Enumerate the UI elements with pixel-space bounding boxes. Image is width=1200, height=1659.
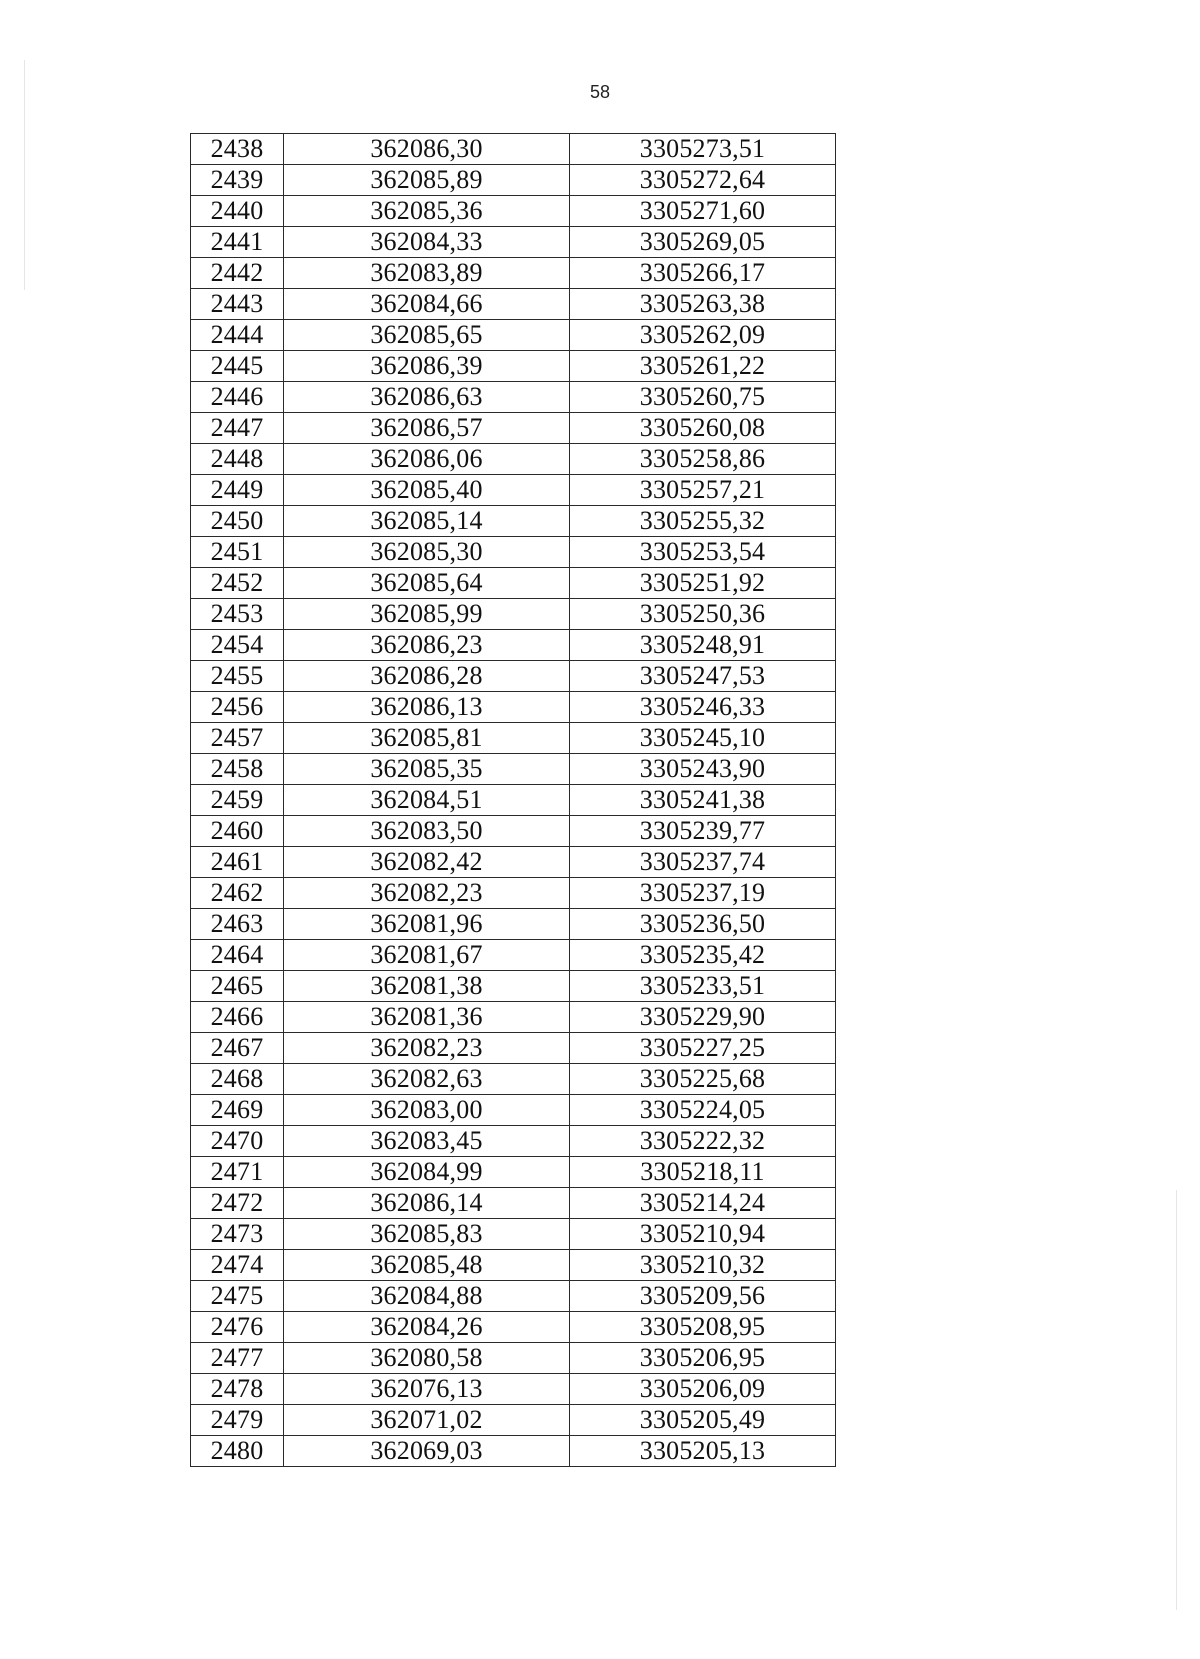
table-row bbox=[191, 816, 836, 847]
table-row bbox=[191, 1219, 836, 1250]
y-coordinate-cell: 3305272,64 bbox=[570, 165, 836, 196]
x-coordinate-cell: 362082,23 bbox=[284, 878, 570, 909]
x-coordinate-cell: 362081,38 bbox=[284, 971, 570, 1002]
x-coordinate-cell: 362086,14 bbox=[284, 1188, 570, 1219]
y-coordinate-cell: 3305206,95 bbox=[570, 1343, 836, 1374]
table-row bbox=[191, 847, 836, 878]
table-row bbox=[191, 1374, 836, 1405]
y-coordinate-cell: 3305260,08 bbox=[570, 413, 836, 444]
point-number-cell: 2444 bbox=[191, 320, 284, 351]
point-number-cell: 2463 bbox=[191, 909, 284, 940]
y-coordinate-cell: 3305273,51 bbox=[570, 134, 836, 165]
x-coordinate-cell: 362085,83 bbox=[284, 1219, 570, 1250]
table-row bbox=[191, 1064, 836, 1095]
point-number-cell: 2442 bbox=[191, 258, 284, 289]
table-row bbox=[191, 1033, 836, 1064]
point-number-cell: 2439 bbox=[191, 165, 284, 196]
y-coordinate-cell: 3305245,10 bbox=[570, 723, 836, 754]
y-coordinate-cell: 3305218,11 bbox=[570, 1157, 836, 1188]
x-coordinate-cell: 362083,45 bbox=[284, 1126, 570, 1157]
y-coordinate-cell: 3305214,24 bbox=[570, 1188, 836, 1219]
table-row bbox=[191, 1157, 836, 1188]
table-row bbox=[191, 754, 836, 785]
y-coordinate-cell: 3305210,32 bbox=[570, 1250, 836, 1281]
table-row bbox=[191, 537, 836, 568]
x-coordinate-cell: 362085,14 bbox=[284, 506, 570, 537]
point-number-cell: 2475 bbox=[191, 1281, 284, 1312]
x-coordinate-cell: 362086,06 bbox=[284, 444, 570, 475]
point-number-cell: 2459 bbox=[191, 785, 284, 816]
point-number-cell: 2447 bbox=[191, 413, 284, 444]
point-number-cell: 2476 bbox=[191, 1312, 284, 1343]
point-number-cell: 2478 bbox=[191, 1374, 284, 1405]
y-coordinate-cell: 3305266,17 bbox=[570, 258, 836, 289]
point-number-cell: 2462 bbox=[191, 878, 284, 909]
x-coordinate-cell: 362084,99 bbox=[284, 1157, 570, 1188]
x-coordinate-cell: 362081,67 bbox=[284, 940, 570, 971]
x-coordinate-cell: 362080,58 bbox=[284, 1343, 570, 1374]
table-row bbox=[191, 1188, 836, 1219]
table-row bbox=[191, 971, 836, 1002]
table-row bbox=[191, 382, 836, 413]
scan-edge-mark-left bbox=[24, 60, 25, 290]
y-coordinate-cell: 3305243,90 bbox=[570, 754, 836, 785]
table-row bbox=[191, 568, 836, 599]
point-number-cell: 2479 bbox=[191, 1405, 284, 1436]
table-row bbox=[191, 413, 836, 444]
table-row bbox=[191, 1281, 836, 1312]
point-number-cell: 2465 bbox=[191, 971, 284, 1002]
y-coordinate-cell: 3305224,05 bbox=[570, 1095, 836, 1126]
x-coordinate-cell: 362076,13 bbox=[284, 1374, 570, 1405]
y-coordinate-cell: 3305269,05 bbox=[570, 227, 836, 258]
point-number-cell: 2457 bbox=[191, 723, 284, 754]
point-number-cell: 2438 bbox=[191, 134, 284, 165]
x-coordinate-cell: 362081,96 bbox=[284, 909, 570, 940]
table-row bbox=[191, 692, 836, 723]
y-coordinate-cell: 3305222,32 bbox=[570, 1126, 836, 1157]
y-coordinate-cell: 3305261,22 bbox=[570, 351, 836, 382]
y-coordinate-cell: 3305262,09 bbox=[570, 320, 836, 351]
point-number-cell: 2473 bbox=[191, 1219, 284, 1250]
table-row bbox=[191, 1126, 836, 1157]
x-coordinate-cell: 362086,30 bbox=[284, 134, 570, 165]
y-coordinate-cell: 3305233,51 bbox=[570, 971, 836, 1002]
point-number-cell: 2456 bbox=[191, 692, 284, 723]
table-row bbox=[191, 1343, 836, 1374]
point-number-cell: 2467 bbox=[191, 1033, 284, 1064]
y-coordinate-cell: 3305247,53 bbox=[570, 661, 836, 692]
x-coordinate-cell: 362086,28 bbox=[284, 661, 570, 692]
point-number-cell: 2449 bbox=[191, 475, 284, 506]
point-number-cell: 2441 bbox=[191, 227, 284, 258]
point-number-cell: 2455 bbox=[191, 661, 284, 692]
x-coordinate-cell: 362085,89 bbox=[284, 165, 570, 196]
table-row bbox=[191, 1312, 836, 1343]
table-row bbox=[191, 506, 836, 537]
y-coordinate-cell: 3305205,13 bbox=[570, 1436, 836, 1467]
y-coordinate-cell: 3305246,33 bbox=[570, 692, 836, 723]
y-coordinate-cell: 3305210,94 bbox=[570, 1219, 836, 1250]
x-coordinate-cell: 362084,88 bbox=[284, 1281, 570, 1312]
x-coordinate-cell: 362069,03 bbox=[284, 1436, 570, 1467]
y-coordinate-cell: 3305258,86 bbox=[570, 444, 836, 475]
x-coordinate-cell: 362084,26 bbox=[284, 1312, 570, 1343]
table-row bbox=[191, 1250, 836, 1281]
point-number-cell: 2472 bbox=[191, 1188, 284, 1219]
table-row bbox=[191, 196, 836, 227]
y-coordinate-cell: 3305235,42 bbox=[570, 940, 836, 971]
table-row bbox=[191, 165, 836, 196]
x-coordinate-cell: 362083,89 bbox=[284, 258, 570, 289]
table-row bbox=[191, 475, 836, 506]
x-coordinate-cell: 362085,36 bbox=[284, 196, 570, 227]
x-coordinate-cell: 362084,33 bbox=[284, 227, 570, 258]
y-coordinate-cell: 3305227,25 bbox=[570, 1033, 836, 1064]
point-number-cell: 2446 bbox=[191, 382, 284, 413]
table-row bbox=[191, 1405, 836, 1436]
x-coordinate-cell: 362086,57 bbox=[284, 413, 570, 444]
x-coordinate-cell: 362071,02 bbox=[284, 1405, 570, 1436]
page-number: 58 bbox=[589, 82, 611, 102]
x-coordinate-cell: 362084,51 bbox=[284, 785, 570, 816]
y-coordinate-cell: 3305237,19 bbox=[570, 878, 836, 909]
point-number-cell: 2451 bbox=[191, 537, 284, 568]
x-coordinate-cell: 362083,50 bbox=[284, 816, 570, 847]
table-row bbox=[191, 1095, 836, 1126]
y-coordinate-cell: 3305206,09 bbox=[570, 1374, 836, 1405]
point-number-cell: 2458 bbox=[191, 754, 284, 785]
y-coordinate-cell: 3305237,74 bbox=[570, 847, 836, 878]
x-coordinate-cell: 362085,81 bbox=[284, 723, 570, 754]
x-coordinate-cell: 362085,35 bbox=[284, 754, 570, 785]
point-number-cell: 2474 bbox=[191, 1250, 284, 1281]
x-coordinate-cell: 362081,36 bbox=[284, 1002, 570, 1033]
point-number-cell: 2470 bbox=[191, 1126, 284, 1157]
x-coordinate-cell: 362085,99 bbox=[284, 599, 570, 630]
x-coordinate-cell: 362086,13 bbox=[284, 692, 570, 723]
x-coordinate-cell: 362085,40 bbox=[284, 475, 570, 506]
table-row bbox=[191, 258, 836, 289]
y-coordinate-cell: 3305251,92 bbox=[570, 568, 836, 599]
table-row bbox=[191, 351, 836, 382]
y-coordinate-cell: 3305236,50 bbox=[570, 909, 836, 940]
point-number-cell: 2445 bbox=[191, 351, 284, 382]
x-coordinate-cell: 362083,00 bbox=[284, 1095, 570, 1126]
table-row bbox=[191, 134, 836, 165]
table-row bbox=[191, 723, 836, 754]
y-coordinate-cell: 3305209,56 bbox=[570, 1281, 836, 1312]
y-coordinate-cell: 3305205,49 bbox=[570, 1405, 836, 1436]
table-row bbox=[191, 599, 836, 630]
table-row bbox=[191, 1002, 836, 1033]
y-coordinate-cell: 3305260,75 bbox=[570, 382, 836, 413]
table-row bbox=[191, 661, 836, 692]
point-number-cell: 2443 bbox=[191, 289, 284, 320]
x-coordinate-cell: 362085,65 bbox=[284, 320, 570, 351]
table-row bbox=[191, 289, 836, 320]
point-number-cell: 2466 bbox=[191, 1002, 284, 1033]
table-row bbox=[191, 940, 836, 971]
point-number-cell: 2440 bbox=[191, 196, 284, 227]
scan-edge-mark-right bbox=[1176, 1190, 1177, 1610]
y-coordinate-cell: 3305263,38 bbox=[570, 289, 836, 320]
y-coordinate-cell: 3305239,77 bbox=[570, 816, 836, 847]
x-coordinate-cell: 362082,42 bbox=[284, 847, 570, 878]
y-coordinate-cell: 3305250,36 bbox=[570, 599, 836, 630]
point-number-cell: 2471 bbox=[191, 1157, 284, 1188]
y-coordinate-cell: 3305208,95 bbox=[570, 1312, 836, 1343]
coordinates-table bbox=[190, 133, 836, 1467]
y-coordinate-cell: 3305241,38 bbox=[570, 785, 836, 816]
y-coordinate-cell: 3305255,32 bbox=[570, 506, 836, 537]
point-number-cell: 2448 bbox=[191, 444, 284, 475]
y-coordinate-cell: 3305257,21 bbox=[570, 475, 836, 506]
table-row bbox=[191, 878, 836, 909]
coordinates-table-body bbox=[191, 134, 836, 1467]
point-number-cell: 2464 bbox=[191, 940, 284, 971]
point-number-cell: 2461 bbox=[191, 847, 284, 878]
point-number-cell: 2469 bbox=[191, 1095, 284, 1126]
point-number-cell: 2452 bbox=[191, 568, 284, 599]
x-coordinate-cell: 362086,63 bbox=[284, 382, 570, 413]
x-coordinate-cell: 362085,48 bbox=[284, 1250, 570, 1281]
point-number-cell: 2480 bbox=[191, 1436, 284, 1467]
x-coordinate-cell: 362082,23 bbox=[284, 1033, 570, 1064]
x-coordinate-cell: 362085,64 bbox=[284, 568, 570, 599]
x-coordinate-cell: 362086,39 bbox=[284, 351, 570, 382]
point-number-cell: 2477 bbox=[191, 1343, 284, 1374]
x-coordinate-cell: 362085,30 bbox=[284, 537, 570, 568]
table-row bbox=[191, 444, 836, 475]
x-coordinate-cell: 362082,63 bbox=[284, 1064, 570, 1095]
table-row bbox=[191, 630, 836, 661]
y-coordinate-cell: 3305229,90 bbox=[570, 1002, 836, 1033]
y-coordinate-cell: 3305271,60 bbox=[570, 196, 836, 227]
table-row bbox=[191, 320, 836, 351]
y-coordinate-cell: 3305225,68 bbox=[570, 1064, 836, 1095]
table-row bbox=[191, 227, 836, 258]
x-coordinate-cell: 362086,23 bbox=[284, 630, 570, 661]
table-row bbox=[191, 785, 836, 816]
point-number-cell: 2460 bbox=[191, 816, 284, 847]
point-number-cell: 2454 bbox=[191, 630, 284, 661]
point-number-cell: 2468 bbox=[191, 1064, 284, 1095]
x-coordinate-cell: 362084,66 bbox=[284, 289, 570, 320]
y-coordinate-cell: 3305248,91 bbox=[570, 630, 836, 661]
table-row bbox=[191, 909, 836, 940]
y-coordinate-cell: 3305253,54 bbox=[570, 537, 836, 568]
table-row bbox=[191, 1436, 836, 1467]
point-number-cell: 2450 bbox=[191, 506, 284, 537]
point-number-cell: 2453 bbox=[191, 599, 284, 630]
